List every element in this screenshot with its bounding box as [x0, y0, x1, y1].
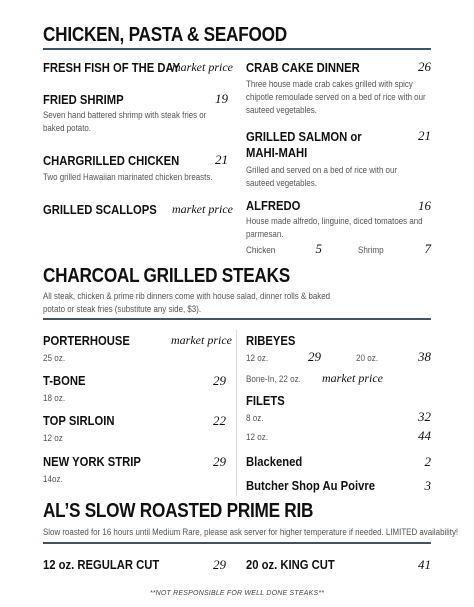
item-alfredo-name: ALFREDO — [246, 199, 301, 213]
item-blackened-price: 2 — [424, 454, 431, 469]
section-title-steaks: CHARCOAL GRILLED STEAKS — [43, 265, 290, 287]
section-rule — [43, 48, 431, 50]
section-title-chicken-pasta-seafood: CHICKEN, PASTA & SEAFOOD — [43, 24, 287, 46]
ribeyes-size-12: 12 oz. — [246, 353, 269, 363]
item-porterhouse-name: PORTERHOUSE — [43, 334, 130, 348]
section-rule — [43, 542, 431, 544]
item-top-sirloin-size: 12 oz — [43, 433, 63, 443]
alfredo-shrimp-label: Shrimp — [358, 245, 384, 255]
item-fresh-fish-name: FRESH FISH OF THE DAY — [43, 61, 181, 75]
filets-price-12: 44 — [418, 428, 431, 443]
item-ribeyes-name: RIBEYES — [246, 334, 296, 348]
ribeyes-price-12: 29 — [308, 349, 321, 364]
item-crab-cake-name: CRAB CAKE DINNER — [246, 61, 360, 75]
filets-size-12: 12 oz. — [246, 432, 269, 442]
item-regular-cut-name: 12 oz. REGULAR CUT — [43, 558, 160, 572]
item-salmon-name-line1: GRILLED SALMON or — [246, 130, 362, 144]
item-ny-strip-price: 29 — [213, 454, 226, 469]
item-top-sirloin-price: 22 — [213, 413, 226, 428]
item-fried-shrimp-name: FRIED SHRIMP — [43, 93, 124, 107]
item-alfredo-price: 16 — [418, 198, 431, 213]
item-ny-strip-size: 14oz. — [43, 474, 63, 484]
item-tbone-name: T-BONE — [43, 374, 86, 388]
item-king-cut-name: 20 oz. KING CUT — [246, 558, 335, 572]
item-salmon-desc: Grilled and served on a bed of rice with our sauteed vegetables. — [246, 165, 398, 188]
item-fried-shrimp-price: 19 — [215, 91, 228, 106]
item-blackened-name: Blackened — [246, 455, 303, 469]
ribeyes-size-20: 20 oz. — [356, 353, 379, 363]
item-porterhouse-size: 25 oz. — [43, 353, 66, 363]
item-porterhouse-price: market price — [171, 333, 232, 347]
alfredo-chicken-label: Chicken — [246, 245, 276, 255]
item-butcher-shop-price: 3 — [424, 478, 431, 493]
footer-note: **NOT RESPONSIBLE FOR WELL DONE STEAKS** — [149, 590, 325, 597]
item-chargrilled-chicken-desc: Two grilled Hawaiian marinated chicken breasts. — [43, 172, 213, 182]
item-alfredo-desc: House made alfredo, linguine, diced tomatoes and parmesan. — [246, 216, 423, 239]
item-fresh-fish-price: market price — [172, 60, 233, 74]
item-king-cut-price: 41 — [418, 557, 431, 572]
section-rule — [43, 318, 431, 320]
item-crab-cake-price: 26 — [418, 59, 431, 74]
alfredo-shrimp-price: 7 — [424, 241, 431, 256]
steaks-intro: All steak, chicken & prime rib dinners come with house salad, dinner rolls & baked potato or steak fries (substitute any side, $3). — [43, 291, 331, 314]
item-grilled-scallops-name: GRILLED SCALLOPS — [43, 203, 157, 217]
item-chargrilled-chicken-name: CHARGRILLED CHICKEN — [43, 154, 180, 168]
ribeyes-price-bone-in: market price — [322, 371, 383, 385]
ribeyes-price-20: 38 — [418, 349, 431, 364]
item-ny-strip-name: NEW YORK STRIP — [43, 455, 141, 469]
section-title-prime-rib: AL’S SLOW ROASTED PRIME RIB — [43, 500, 314, 522]
item-filets-name: FILETS — [246, 394, 285, 408]
filets-price-8: 32 — [418, 409, 431, 424]
filets-size-8: 8 oz. — [246, 413, 264, 423]
ribeyes-size-bone-in: Bone-In, 22 oz. — [246, 374, 301, 384]
column-divider — [236, 330, 237, 496]
item-regular-cut-price: 29 — [213, 557, 226, 572]
item-top-sirloin-name: TOP SIRLOIN — [43, 414, 115, 428]
item-salmon-price: 21 — [418, 128, 431, 143]
prime-rib-intro: Slow roasted for 16 hours until Medium Rare, please ask server for higher temperature if needed. LIMITED availability! — [43, 527, 459, 537]
item-crab-cake-desc: Three house made crab cakes grilled with spicy chipotle remoulade served on a bed of rice with our sauteed vegetables. — [246, 79, 426, 115]
item-tbone-size: 18 oz. — [43, 393, 66, 403]
item-chargrilled-chicken-price: 21 — [215, 152, 228, 167]
item-salmon-name-line2: MAHI-MAHI — [246, 146, 308, 160]
item-butcher-shop-name: Butcher Shop Au Poivre — [246, 479, 375, 493]
item-tbone-price: 29 — [213, 373, 226, 388]
item-fried-shrimp-desc: Seven hand battered shrimp with steak fries or baked potato. — [43, 110, 207, 133]
item-grilled-scallops-price: market price — [172, 202, 233, 216]
alfredo-chicken-price: 5 — [315, 241, 322, 256]
